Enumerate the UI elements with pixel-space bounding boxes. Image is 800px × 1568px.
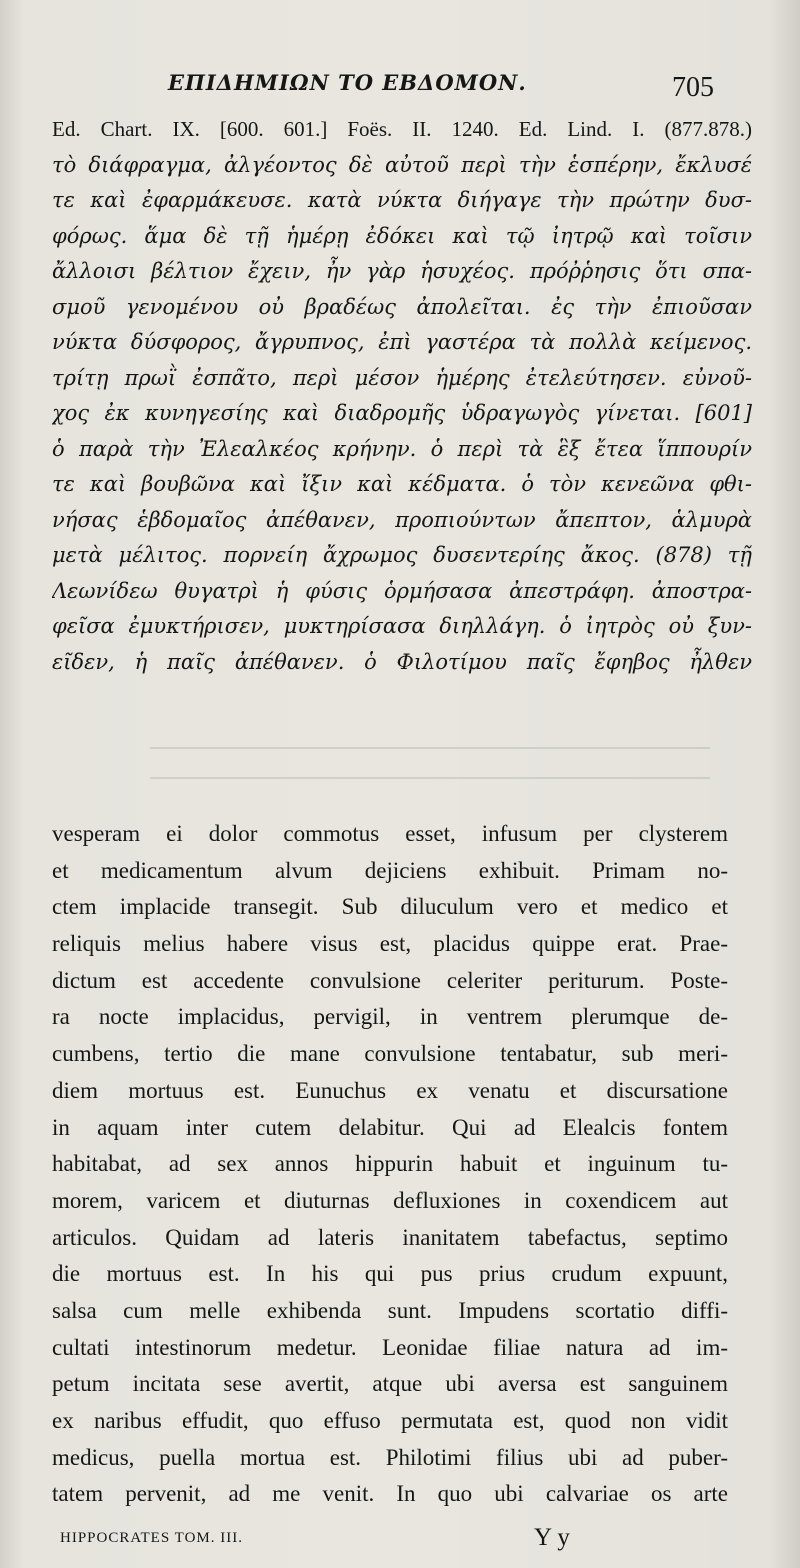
signature-mark-title: HIPPOCRATES TOM. III.	[60, 1530, 243, 1546]
latin-text-line: tatem pervenit, ad me venit. In quo ubi calvariae os arte	[52, 1481, 728, 1507]
greek-text-block	[52, 112, 752, 680]
greek-text-line: εῖδεν, ἡ παῖς ἀπέθανεν. ὁ Φιλοτίμου παῖς ἔφηβος ἦλθεν	[52, 649, 752, 674]
latin-text-line: die mortuus est. In his qui pus prius crudum expuunt,	[52, 1261, 728, 1287]
greek-text-line: τε καὶ βουβῶνα καὶ ἴξιν καὶ κέδματα. ὁ τὸν κενεῶνα φθι-	[52, 472, 752, 496]
greek-text-line: Λεωνίδεω θυγατρὶ ἡ φύσις ὁρμήσασα ἀπεστράφη. ἀποστρα-	[52, 578, 752, 603]
signature-mark: Y y	[534, 1524, 570, 1551]
greek-text-line: χος ἐκ κυνηγεσίης καὶ διαδρομῆς ὑδραγωγὸς γίνεται. [601]	[52, 401, 752, 425]
latin-text-line: articulos. Quidam ad lateris inanitatem tabefactus, septimo	[52, 1224, 728, 1250]
show-through-from-reverse-page	[150, 735, 710, 795]
greek-text-line: νύκτα δύσφορος, ἄγρυπνος, ἐπὶ γαστέρα τὰ πολλὰ κείμενος.	[52, 330, 752, 354]
edition-reference-line: Ed. Chart. IX. [600. 601.] Foës. II. 1240. Ed. Lind. I. (877.878.)	[52, 117, 752, 141]
greek-text-line: τρίτῃ πρωῒ ἐσπᾶτο, περὶ μέσον ἡμέρης ἐτελεύτησεν. εὐνοῦ-	[52, 365, 752, 390]
latin-text-block	[52, 816, 728, 1513]
latin-text-line: vesperam ei dolor commotus esset, infusum per clysterem	[52, 821, 728, 846]
greek-text-line: τὸ διάφραγμα, ἀλγέοντος δὲ αὐτοῦ περὶ τὴν ἑσπέρην, ἔκλυσέ	[52, 152, 752, 177]
latin-text-line: medicus, puella mortua est. Philotimi filius ubi ad puber-	[52, 1444, 728, 1470]
latin-text-line: morem, varicem et diuturnas defluxiones in coxendicem aut	[52, 1187, 728, 1213]
latin-text-line: habitabat, ad sex annos hippurin habuit et inguinum tu-	[52, 1151, 728, 1177]
greek-text-line: ὁ παρὰ τὴν Ἐλεαλκέος κρήνην. ὁ περὶ τὰ ἓξ ἔτεα ἵππουρίν	[52, 436, 752, 461]
running-title: ΕΠΙΔΗΜΙΩΝ ΤΟ ΕΒΔΟΜΟΝ.	[168, 70, 527, 95]
latin-text-line: dictum est accedente convulsione celeriter periturum. Poste-	[52, 967, 728, 993]
latin-text-line: cultati intestinorum medetur. Leonidae filiae natura ad im-	[52, 1334, 728, 1360]
latin-text-line: ex naribus effudit, quo effuso permutata est, quod non vidit	[52, 1408, 728, 1433]
greek-text-line: φόρως. ἅμα δὲ τῇ ἡμέρῃ ἐδόκει καὶ τῷ ἰητρῷ καὶ τοῖσιν	[52, 223, 752, 248]
latin-text-line: reliquis melius habere visus est, placidus quippe erat. Prae-	[52, 931, 728, 957]
latin-text-line: cumbens, tertio die mane convulsione tentabatur, sub meri-	[52, 1041, 728, 1067]
page-number: 705	[672, 72, 714, 103]
latin-text-line: diem mortuus est. Eunuchus ex venatu et discursatione	[52, 1077, 728, 1103]
latin-text-line: et medicamentum alvum dejiciens exhibuit. Primam no-	[52, 857, 728, 883]
latin-text-line: petum incitata sese avertit, atque ubi aversa est sanguinem	[52, 1371, 728, 1397]
latin-text-line: in aquam inter cutem delabitur. Qui ad Elealcis fontem	[52, 1114, 728, 1140]
latin-text-line: salsa cum melle exhibenda sunt. Impudens scortatio diffi-	[52, 1297, 728, 1323]
greek-text-line: νήσας ἑβδομαῖος ἀπέθανεν, προπιούντων ἄπεπτον, ἁλμυρὰ	[52, 507, 752, 532]
greek-text-line: μετὰ μέλιτος. πορνείη ἄχρωμος δυσεντερίης ἄκος. (878) τῇ	[52, 543, 752, 567]
latin-text-line: ctem implacide transegit. Sub diluculum vero et medico et	[52, 894, 728, 920]
greek-text-line: ἄλλοισι βέλτιον ἔχειν, ἦν γὰρ ἡσυχέος. πρόῤῥησις ὅτι σπα-	[52, 259, 752, 283]
latin-text-line: ra nocte implacidus, pervigil, in ventrem plerumque de-	[52, 1004, 728, 1030]
greek-text-line: σμοῦ γενομένου οὐ βραδέως ἀπολεῖται. ἐς τὴν ἐπιοῦσαν	[52, 294, 752, 319]
page-footer	[0, 1524, 800, 1560]
running-head	[0, 64, 800, 104]
greek-text-line: φεῖσα ἐμυκτήρισεν, μυκτηρίσασα διηλλάγη. ὁ ἰητρὸς οὐ ξυν-	[52, 614, 752, 638]
greek-text-line: τε καὶ ἐφαρμάκευσε. κατὰ νύκτα διήγαγε τὴν πρώτην δυσ-	[52, 188, 752, 212]
